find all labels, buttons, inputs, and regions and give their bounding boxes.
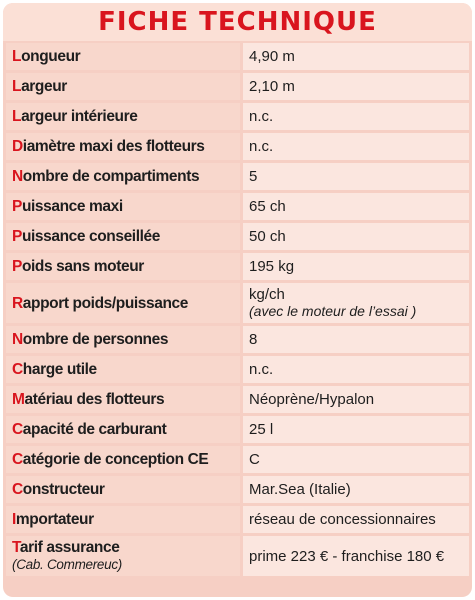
row-label xyxy=(6,253,240,280)
row-value: 8 xyxy=(243,326,469,353)
table-row xyxy=(6,193,469,220)
row-label xyxy=(6,416,240,443)
table-row xyxy=(6,43,469,70)
row-label xyxy=(6,73,240,100)
label-text: ombre de personnes xyxy=(22,331,169,348)
row-value: 50 ch xyxy=(243,223,469,250)
row-label xyxy=(6,386,240,413)
row-label xyxy=(6,103,240,130)
table-row xyxy=(6,326,469,353)
label-initial: P xyxy=(12,198,22,215)
row-label xyxy=(6,283,240,323)
label-text: uissance maxi xyxy=(21,198,123,215)
label-text: oids sans moteur xyxy=(21,258,144,275)
row-value: C xyxy=(243,446,469,473)
label-text: harge utile xyxy=(22,361,97,378)
table-row xyxy=(6,446,469,473)
label-text: ombre de compartiments xyxy=(22,168,200,185)
label-initial: N xyxy=(12,331,23,348)
value-note: (avec le moteur de l’essai ) xyxy=(249,303,417,319)
row-value: 195 kg xyxy=(243,253,469,280)
row-value: 25 l xyxy=(243,416,469,443)
label-text: apport poids/puissance xyxy=(22,294,188,312)
row-label xyxy=(6,163,240,190)
table-row xyxy=(6,536,469,576)
table-row xyxy=(6,103,469,130)
table-row xyxy=(6,416,469,443)
row-value xyxy=(243,283,469,323)
label-text: onstructeur xyxy=(22,481,105,498)
label-initial: C xyxy=(12,481,23,498)
label-text: uissance conseillée xyxy=(21,228,160,245)
table-row xyxy=(6,253,469,280)
label-initial: C xyxy=(12,451,23,468)
label-text: argeur intérieure xyxy=(21,108,138,125)
row-value: 2,10 m xyxy=(243,73,469,100)
label-text: argeur xyxy=(21,78,67,95)
label-initial: C xyxy=(12,361,23,378)
label-initial: P xyxy=(12,258,22,275)
label-initial: M xyxy=(12,391,25,408)
label-initial: D xyxy=(12,138,23,155)
row-value: Néoprène/Hypalon xyxy=(243,386,469,413)
sheet-title: FICHE TECHNIQUE xyxy=(98,7,377,37)
label-text: mportateur xyxy=(15,511,94,528)
row-label xyxy=(6,476,240,503)
row-label xyxy=(6,133,240,160)
label-initial: R xyxy=(12,294,23,312)
row-value: réseau de concessionnaires xyxy=(243,506,469,533)
table-row xyxy=(6,476,469,503)
label-initial: P xyxy=(12,228,22,245)
row-value: n.c. xyxy=(243,356,469,383)
label-initial: N xyxy=(12,168,23,185)
spec-sheet xyxy=(3,3,472,597)
row-label xyxy=(6,536,240,576)
sheet-header xyxy=(3,3,472,41)
value-text: kg/ch xyxy=(249,286,285,303)
row-label xyxy=(6,223,240,250)
label-text: atériau des flotteurs xyxy=(24,391,165,408)
label-initial: L xyxy=(12,78,22,95)
label-initial: T xyxy=(12,539,20,556)
table-row xyxy=(6,386,469,413)
label-initial: L xyxy=(12,108,22,125)
label-initial: I xyxy=(12,511,16,528)
row-value: 4,90 m xyxy=(243,43,469,70)
table-row xyxy=(6,73,469,100)
row-label xyxy=(6,446,240,473)
row-label xyxy=(6,506,240,533)
label-text: atégorie de conception CE xyxy=(22,451,209,468)
row-label xyxy=(6,43,240,70)
label-text: arif assurance xyxy=(19,539,120,556)
label-text: iamètre maxi des flotteurs xyxy=(22,138,205,155)
row-value: 65 ch xyxy=(243,193,469,220)
row-value: prime 223 € - franchise 180 € xyxy=(243,536,469,576)
row-value: Mar.Sea (Italie) xyxy=(243,476,469,503)
table-row xyxy=(6,506,469,533)
row-label xyxy=(6,193,240,220)
label-text: ongueur xyxy=(21,48,81,65)
row-label xyxy=(6,326,240,353)
row-value: n.c. xyxy=(243,103,469,130)
label-text: apacité de carburant xyxy=(22,421,167,438)
table-row xyxy=(6,133,469,160)
table-row xyxy=(6,356,469,383)
label-initial: L xyxy=(12,48,22,65)
table-row xyxy=(6,223,469,250)
table-row xyxy=(6,163,469,190)
label-note: (Cab. Commereuc) xyxy=(12,557,122,572)
spec-table xyxy=(3,40,472,579)
label-initial: C xyxy=(12,421,23,438)
row-label xyxy=(6,356,240,383)
row-value: n.c. xyxy=(243,133,469,160)
table-row xyxy=(6,283,469,323)
row-value: 5 xyxy=(243,163,469,190)
